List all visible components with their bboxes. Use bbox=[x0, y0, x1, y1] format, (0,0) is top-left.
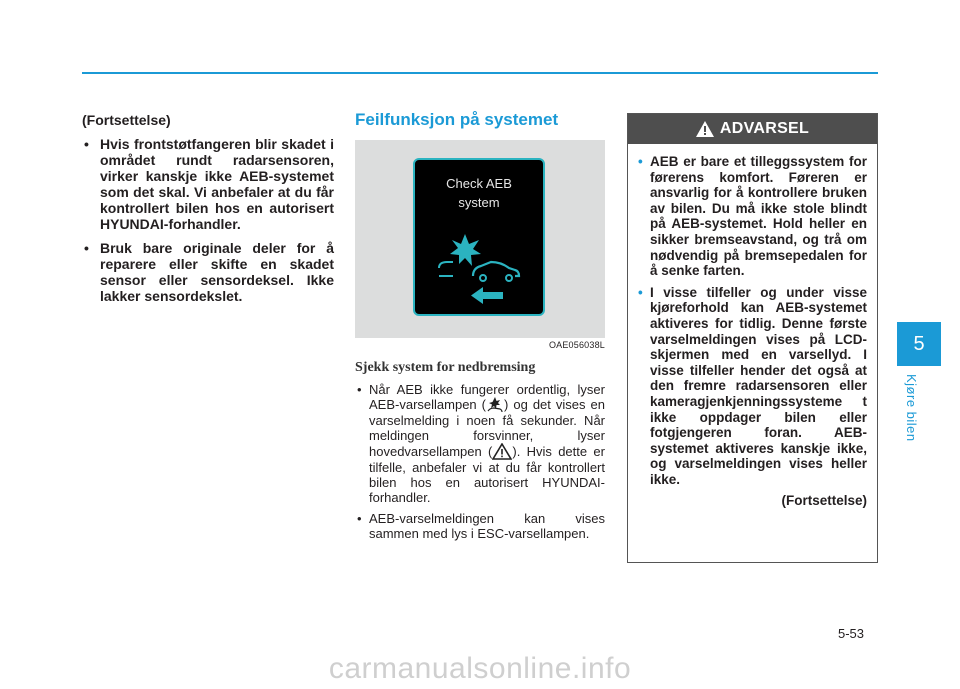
subsection-title: Sjekk system for nedbremsing bbox=[355, 360, 536, 375]
warning-item: • I visse tilfeller og under visse kjøreforhold kan AEB-systemet aktiveres for tidlig. Denne første varselmeldingen vises på LCD-skjermen med en varsellyd. I visse tilfeller hender det også at den fremre radarsensoren eller kameragjenkjenningssysteme t ikke oppdager bilen eller fotgjengeren foran. AEB-systemet aktiveres kanskje ikke, og varselmeldingen vises heller ikke. bbox=[638, 284, 867, 487]
list-item: • Bruk bare originale deler for å reparere eller skifte en skadet sensor eller sensordeksel. Ikke lakker sensordekslet. bbox=[84, 240, 334, 304]
figure-code: OAE056038L bbox=[548, 340, 605, 350]
watermark: carmanualsonline.info bbox=[328, 652, 632, 685]
warning-triangle-icon bbox=[696, 121, 714, 137]
aeb-indicator-icon bbox=[486, 397, 504, 413]
continued-label: (Fortsettelse) bbox=[82, 112, 171, 128]
screen-line-2: system bbox=[458, 195, 500, 210]
list-item: • Hvis frontstøtfangeren blir skadet i området rundt radarsensoren, virker kanskje ikke AEB-systemet som det skal. Vi anbefaler at du får kontrollert bilen hos en autorisert HYUNDAI-forhandler. bbox=[84, 136, 334, 232]
warning-heading: ADVARSEL bbox=[719, 120, 810, 137]
warning-header bbox=[628, 114, 877, 144]
middle-column bbox=[355, 110, 605, 547]
aeb-warning-icon bbox=[415, 214, 543, 314]
section-title: Feilfunksjon på systemet bbox=[355, 110, 559, 129]
top-rule bbox=[82, 72, 878, 74]
master-warning-icon bbox=[492, 443, 512, 460]
list-item: • AEB-varselmeldingen kan vises sammen med lys i ESC-varsellampen. bbox=[357, 511, 605, 541]
warning-box bbox=[627, 113, 878, 563]
chapter-label: Kjøre bilen bbox=[904, 374, 919, 442]
warning-item: • AEB er bare et tilleggssystem for førerens komfort. Føreren er ansvarlig for å kontrollere bruken av bilen. Du må ikke stole blindt på AEB-systemet. Hold heller en sikker bremseavstand, og trå om nødvendig på bremsepedalen for å senke farten. bbox=[638, 154, 867, 279]
chapter-tab: 5 bbox=[897, 322, 941, 366]
cluster-screen bbox=[413, 158, 545, 316]
cluster-figure bbox=[355, 140, 605, 338]
screen-line-1: Check AEB bbox=[446, 176, 512, 191]
page-number: 5-53 bbox=[838, 626, 865, 641]
warning-continued: (Fortsettelse) bbox=[781, 493, 867, 509]
list-item: • Når AEB ikke fungerer ordentlig, lyser AEB-varsellampen ( ) og det vises en varselmelding i noen få sekunder. Når meldingen forsvinner, lyser hovedvarsellampen ( ). Hvis dette er tilfelle, anbefaler vi at du får kontrollert bilen hos en autorisert HYUNDAI-forhandler. bbox=[357, 382, 605, 505]
left-column bbox=[82, 112, 334, 312]
